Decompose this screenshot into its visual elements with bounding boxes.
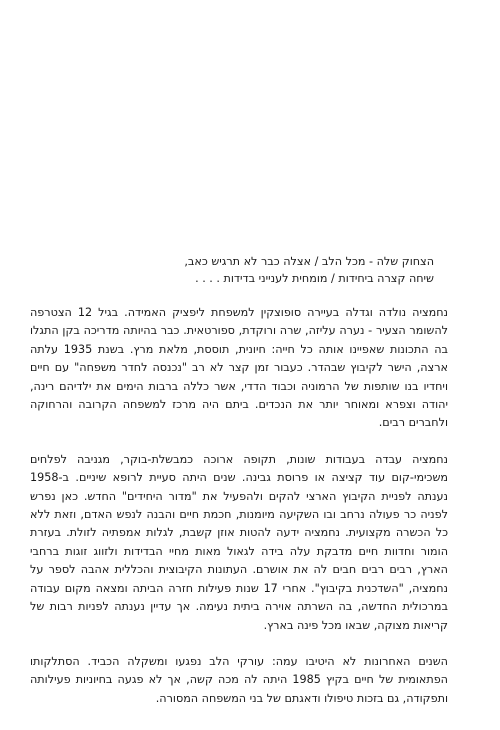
biography-text <box>30 304 448 708</box>
paragraph-work: נחמציה עבדה בעבודות שונות, תקופה ארוכה כמבשלת-בוקר, מגניבה לפלחים משכימי-קום עוד קציצה או פרוסת גבינה. שנים היתה סעיית לרופא שיניים. ב-1958 נענתה לפניית הקיבוץ הארצי להקים ולהפעיל את "מדור היחידים" החדש. כאן נפרש לפניה כר פעולה נרחב ובו השקיעה מיומנות, חכמת חיים והבנה לנפש האדם, וזאת ללא כל הכשרה מקצועית. נחמציה ידעה להטות אוזן קשבת, לגלות אמפתיה לזולת. בעזרת הומור וחדוות חיים מדבקת עלה בידה לגאול מאות מחיי הבדידות ולזווג זוגות ברחבי הארץ, רבים רבים חבים לה את אושרם. העתונות הקיבוצית והכללית אהבה לספר על נחמציה, "השדכנית בקיבוץ". אחרי 17 שנות פעילות חזרה הביתה ומצאה מקום עבודה במרכולית החדשה, בה השרתה אוירה ביתית נעימה. אך עדיין נענתה לפניות רבות של קריאות מצוקה, שבאו מכל פינה בארץ. <box>30 452 448 632</box>
paragraph-later-years: השנים האחרונות לא היטיבו עמה: עורקי הלב נפגעו ומשקלה הכביד. הסתלקותו הפתאומית של חיים בקיץ 1985 היתה לה מכה קשה, אך לא פגעה בחיוניות פעילותה ותפקודה, גם בזכות טיפולו ודאגתם של בני המשפחה המסורה. <box>30 654 448 705</box>
epigraph-line: שיחה קצרה ביחידות / מומחית לענייני בדידות . . . . <box>195 271 434 285</box>
epigraph <box>74 254 434 287</box>
epigraph-line: הצחוק שלה - מכל הלב / אצלה כבר לא תרגיש כאב, <box>184 255 434 268</box>
paragraph-childhood: נחמציה נולדה וגדלה בעיירה סופוצקין למשפחת ליפציק האמידה. בגיל 12 הצטרפה להשומר הצעיר - נערה עליזה, שרה ורוקדת, ספורטאית. כבר בהיותה מדריכה בקן התגלו בה התכונות שאפיינו אותה כל חייה: חיונית, תוססת, מלאת מרץ. בשנת 1935 עלתה ארצה, הישר לקיבוץ שבהדר. כעבור זמן קצר לא רב "נכנסה לחדר משפחה" עם חיים ויחדיו בנו שותפות של הרמוניה וכבוד הדדי, אשר כללה ברבות הימים את ילדיהם רינה, יהודה וצפרא ומאוחר יותר את הנכדים. ביתם היה מרכז למשפחה הקרובה והרחוקה ולחברים רבים. <box>30 306 448 430</box>
